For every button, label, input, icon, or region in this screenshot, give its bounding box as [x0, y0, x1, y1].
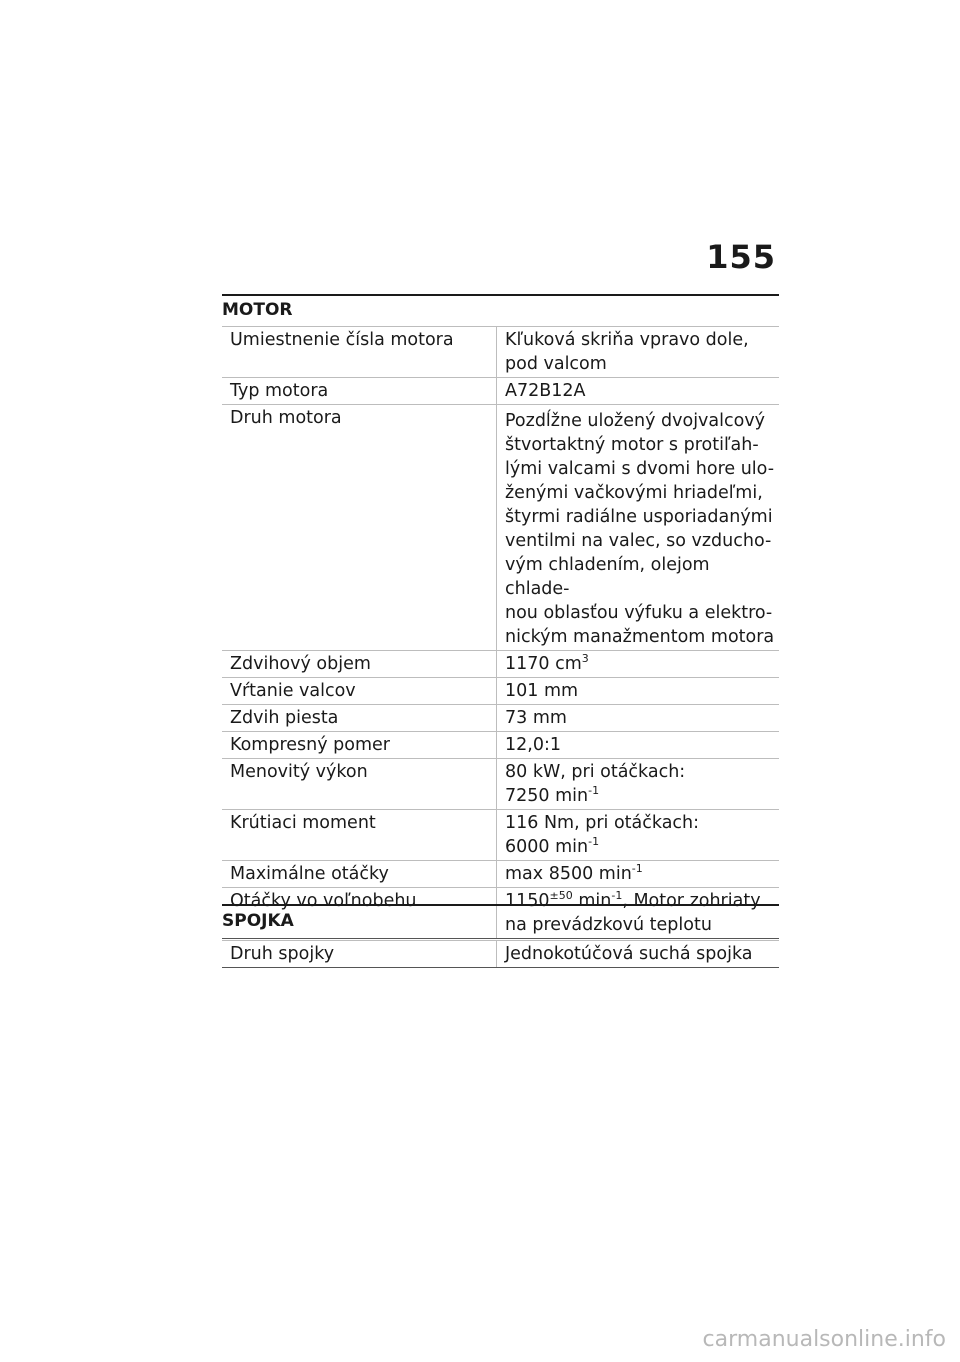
spec-value-cell: [497, 651, 780, 678]
motor-section: [222, 294, 779, 939]
spec-label: Typ motora: [222, 378, 497, 405]
section-title-spojka: SPOJKA: [222, 911, 294, 931]
spec-superscript: 3: [581, 652, 589, 666]
spec-value: Kľuková skriňa vpravo dole, pod valcom: [497, 327, 780, 378]
table-row: [222, 705, 779, 732]
spec-value: 73 mm: [497, 705, 780, 732]
spec-label: Otáčky vo voľnobehu: [222, 888, 497, 939]
spec-value: 1150: [505, 891, 550, 911]
spec-value: 1170 cm: [505, 654, 582, 674]
motor-spec-table: [222, 326, 779, 939]
spec-value: Pozdĺžne uložený dvojvalcový štvortaktný motor s protiľah- lými valcami s dvomi hore ulo- ženými vačkovými hriadeľmi, štyrmi radiálne usporiadanými ventilmi na valec, so vzducho- vým chladením, olejom chlade- nou oblasťou výfuku a elektro- nickým manažmentom motora: [497, 405, 780, 651]
table-row: [222, 732, 779, 759]
spec-value: 12,0:1: [497, 732, 780, 759]
spojka-spec-table: [222, 940, 779, 968]
spec-value: Jednokotúčová suchá spojka: [497, 941, 780, 968]
table-row: [222, 759, 779, 810]
spec-label: Druh spojky: [222, 941, 497, 968]
spec-superscript: -1: [631, 862, 643, 876]
spec-label: Maximálne otáčky: [222, 861, 497, 888]
table-row: [222, 378, 779, 405]
table-row: [222, 678, 779, 705]
spec-value: 80 kW, pri otáčkach: 7250 min: [505, 762, 686, 806]
spec-value-cell: [497, 861, 780, 888]
spec-value: 116 Nm, pri otáčkach: 6000 min: [505, 813, 700, 857]
table-row: [222, 327, 779, 378]
spec-value: 101 mm: [497, 678, 780, 705]
spec-value-cell: [497, 810, 780, 861]
spec-label: Umiestnenie čísla motora: [222, 327, 497, 378]
spec-label: Zdvih piesta: [222, 705, 497, 732]
spec-value: max 8500 min: [505, 864, 632, 884]
table-row: [222, 651, 779, 678]
section-title-motor: MOTOR: [222, 300, 293, 320]
spec-value: , Motor zohriaty na prevádzkovú teplotu: [505, 891, 761, 935]
spec-superscript: -1: [611, 889, 623, 903]
spec-value: A72B12A: [497, 378, 780, 405]
spojka-section: [222, 904, 779, 968]
spec-label: Kompresný pomer: [222, 732, 497, 759]
spec-superscript: -1: [588, 784, 600, 798]
spec-label: Menovitý výkon: [222, 759, 497, 810]
page-number: 155: [706, 238, 776, 276]
table-row: [222, 941, 779, 968]
spec-superscript: -1: [588, 835, 600, 849]
spec-value: min: [572, 891, 612, 911]
spec-label: Zdvihový objem: [222, 651, 497, 678]
spec-label: Krútiaci moment: [222, 810, 497, 861]
watermark: carmanualsonline.info: [702, 1327, 946, 1352]
table-row: [222, 405, 779, 651]
spec-label: Druh motora: [222, 405, 497, 651]
table-row: [222, 810, 779, 861]
spec-label: Vŕtanie valcov: [222, 678, 497, 705]
spec-superscript: ±50: [549, 889, 573, 903]
spec-value-cell: [497, 759, 780, 810]
table-row: [222, 861, 779, 888]
